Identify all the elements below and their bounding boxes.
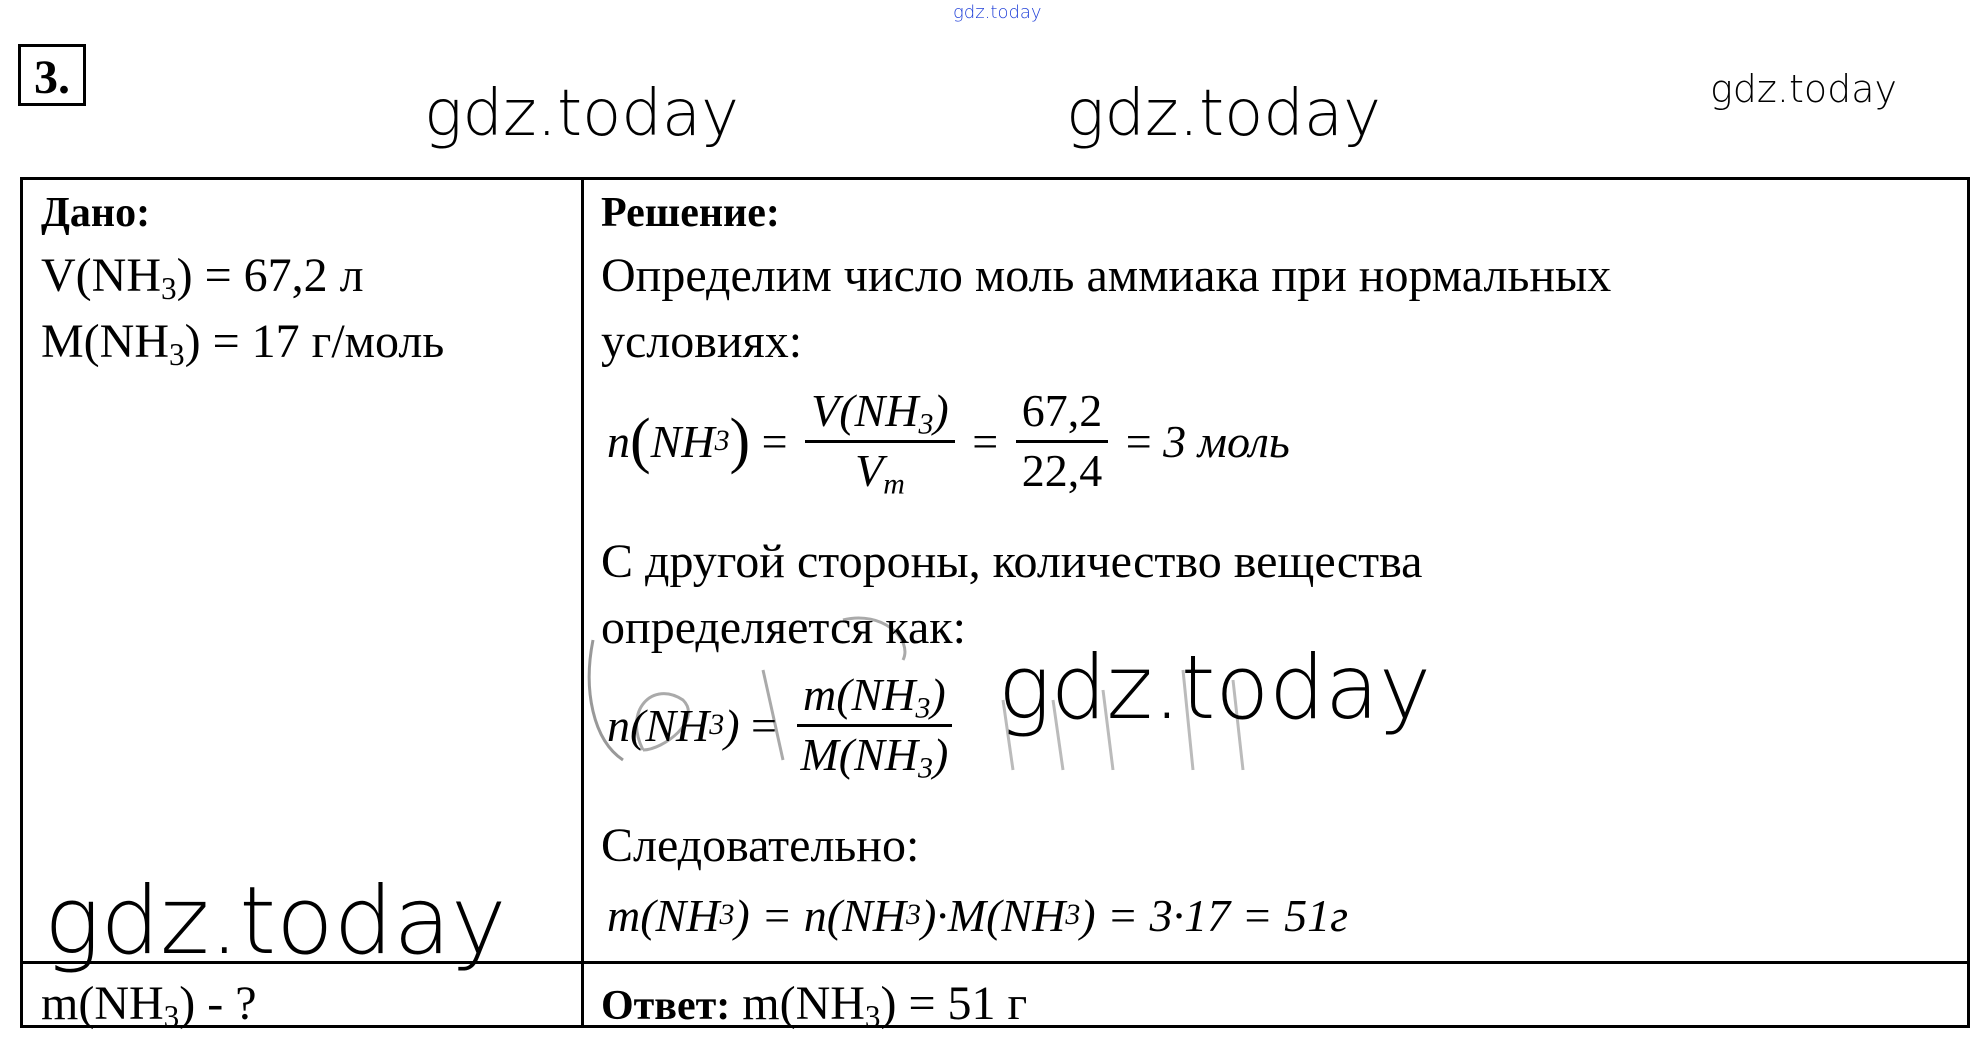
fraction-volume: $\frac{V(NH_3)}{V_m}$ bbox=[805, 387, 955, 495]
solution-text-2-line-2: определяется как: bbox=[601, 601, 966, 654]
fraction-mass: $\frac{m(NH_3)}{M(NH_3)}$ bbox=[794, 671, 954, 779]
solution-heading: Решение: bbox=[601, 190, 780, 236]
watermark-header-3: gdz.today bbox=[1710, 67, 1897, 111]
formula-mass-result: m(NH 3 ) = n(NH 3 )·M(NH 3 ) = 3·17 = 51 г bbox=[607, 889, 1349, 941]
solution-text-3: Следовательно: bbox=[601, 819, 920, 872]
watermark-top: gdz.today bbox=[953, 2, 1042, 23]
given-heading: Дано: bbox=[41, 190, 151, 236]
given-volume: $V(NH_3) = 67,2$ л bbox=[41, 249, 364, 306]
problem-number: 3. bbox=[18, 44, 86, 106]
solution-text-1-line-1: Определим число моль аммиака при нормальных bbox=[601, 249, 1612, 302]
formula-moles-from-volume: n ( NH 3 ) = $\frac{V(NH_3)}{V_m}$ = $\frac{67,2}{22,4}$ = 3 моль bbox=[607, 385, 1290, 500]
solution-text-2-line-1: С другой стороны, количество вещества bbox=[601, 535, 1423, 588]
watermark-header-2: gdz.today bbox=[1066, 77, 1381, 151]
watermark-middle: gdz.today bbox=[998, 636, 1432, 739]
watermark-header-1: gdz.today bbox=[424, 77, 739, 151]
formula-moles-from-mass: n(NH 3 ) = $\frac{m(NH_3)}{M(NH_3)}$ bbox=[607, 660, 960, 790]
watermark-bottom-left: gdz.today bbox=[44, 867, 507, 976]
solution-text-1-line-2: условиях: bbox=[601, 315, 803, 368]
answer: Ответ: $m(NH_3) = 51$ г bbox=[601, 977, 1028, 1034]
given-molar-mass: $M(NH_3) = 17$ г/моль bbox=[41, 315, 445, 372]
find-mass: $m(NH_3)$ - ? bbox=[41, 977, 257, 1034]
fraction-numbers: $\frac{67,2}{22,4}$ bbox=[1016, 387, 1109, 495]
